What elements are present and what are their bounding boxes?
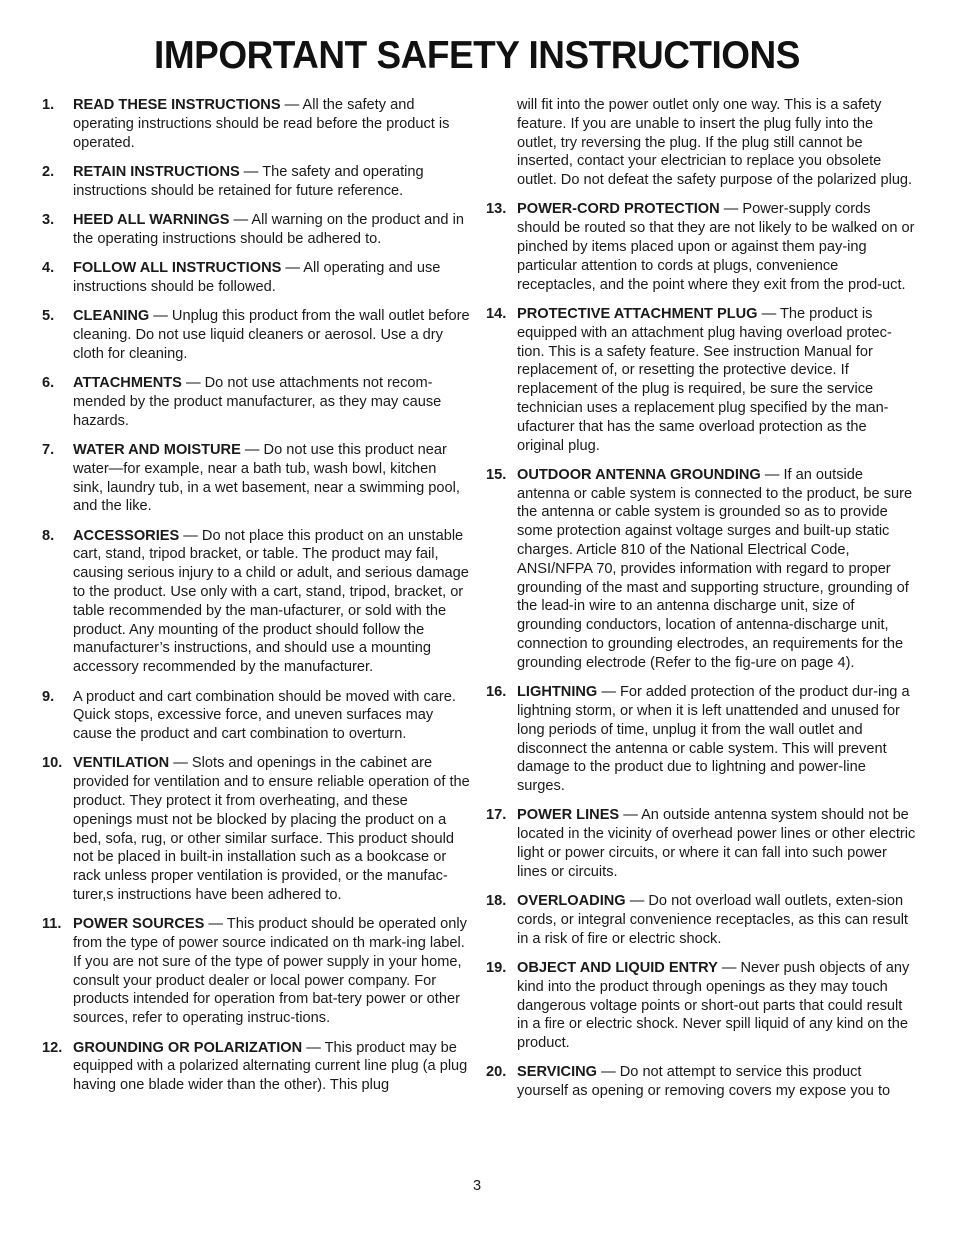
item-text: — All operating and use instructions should be followed. (73, 260, 441, 295)
item-number: 20. (486, 1064, 507, 1081)
item-text: — Power-supply cords should be routed so that they are not likely to be walked on or pinched by items placed upon or against them pay-ing particular attention to cords at plugs, convenience receptacles, and the point where they exit from the prod-uct. (517, 201, 915, 293)
item-text: — Do not use this product near water—for example, near a bath tub, wash bowl, kitchen sink, laundry tub, in a wet basement, near a swimming pool, and the like. (73, 441, 460, 515)
item-number: 9. (42, 688, 55, 705)
instruction-item-9 (42, 688, 470, 744)
instruction-item-18 (486, 892, 916, 948)
instruction-item-4 (42, 259, 470, 297)
item-text: — All warning on the product and in the operating instructions should be adhered to. (73, 211, 464, 247)
item-number: 1. (42, 97, 55, 113)
instruction-item-5 (42, 307, 470, 363)
item-text: — The product is equipped with an attachment plug having overload protec-tion. This is a safety feature. See instruction Manual for replacement of, or resetting the protective device. If replacement of the plug is required, be sure the service technician uses a replacement plug specified by the man-ufacturer that has the same overload protection as the original plug. (517, 305, 892, 454)
item-heading: POWER LINES (517, 807, 620, 824)
instruction-item-16 (486, 683, 916, 796)
item-text: — If an outside antenna or cable system is connected to the product, be sure the antenna or cable system is grounded so as to provide some protection against voltage surges and built-up static charges. Article 810 of the National Electrical Code, ANSI/NFPA 70, provides information with regard to proper grounding of the mast and supporting structure, grounding of the lead-in wire to an antenna discharge unit, size of grounding conductors, location of antenna-discharge unit, connection to grounding electrodes, an requirements for the grounding electrode (Refer to the fig-ure on page 4). (517, 466, 913, 671)
instruction-item-6 (42, 374, 470, 430)
item-text: — Do not attempt to service this product yourself as opening or removing covers my expose you to (517, 1064, 891, 1100)
item-heading: OVERLOADING (517, 893, 626, 910)
item-heading: OUTDOOR ANTENNA GROUNDING (517, 466, 761, 483)
item-text: — This product should be operated only from the type of power source indicated on th mark-ing label. If you are not sure of the type of power supply in your home, consult your product dealer or local power company. For products intended for operation from bat-tery power or other sources, refer to operating instruc-tions. (73, 916, 467, 1027)
item-number: 12. (42, 1039, 63, 1056)
item-heading: HEED ALL WARNINGS (73, 211, 230, 228)
item-number: 13. (486, 201, 507, 218)
instruction-item-2 (42, 163, 470, 201)
item-heading: VENTILATION (73, 755, 170, 772)
instruction-item-8 (42, 527, 470, 677)
instruction-item-19 (486, 959, 916, 1053)
item-heading: OBJECT AND LIQUID ENTRY (517, 959, 718, 976)
item-text: — Do not place this product on an unstable cart, stand, tripod bracket, or table. The product may fail, causing serious injury to a child or adult, and serious damage to the product. Use only with a cart, stand, tripod, bracket, or table recommended by the man-ufacturer, or sold with the product. Any mounting of the product should follow the manufacturer’s instructions, and should use a mounting accessory recommended by the manufacturer. (73, 527, 469, 676)
item-text: — For added protection of the product dur-ing a lightning storm, or when it is left unattended and unused for long periods of time, unplug it from the wall outlet and disconnect the antenna or cable system. This will prevent damage to the product due to lightning and power-line surges. (517, 684, 910, 795)
item-text: — Unplug this product from the wall outlet before cleaning. Do not use liquid cleaners or aerosol. Use a dry cloth for cleaning. (73, 308, 470, 362)
item-number: 5. (42, 308, 55, 325)
item-number: 8. (42, 527, 55, 544)
page-title: IMPORTANT SAFETY INSTRUCTIONS (154, 34, 800, 77)
item-heading: POWER SOURCES (73, 916, 205, 933)
left-column (42, 96, 470, 1105)
item-number: 4. (42, 260, 55, 277)
item-number: 17. (486, 807, 507, 824)
item-heading: ATTACHMENTS (73, 375, 182, 392)
item-text: — All the safety and operating instructions should be read before the product is operated. (73, 97, 450, 151)
item-number: 3. (42, 211, 55, 228)
instruction-item-20 (486, 1063, 916, 1101)
instruction-item-14 (486, 305, 916, 455)
item-heading: FOLLOW ALL INSTRUCTIONS (73, 260, 282, 277)
item-text: — This product may be equipped with a polarized alternating current line plug (a plug having one blade wider than the other). This plug (73, 1039, 468, 1094)
item-text: — Never push objects of any kind into the product through openings as they may touch dangerous voltage points or short-out parts that could result in a fire or electric shock. Never spill liquid of any kind on the product. (517, 959, 910, 1052)
instruction-item-11 (42, 915, 470, 1028)
instruction-item-13 (486, 200, 916, 294)
item-text: — Do not use attachments not recom-mended by the product manufacturer, as they may cause hazards. (73, 375, 442, 429)
item-heading: POWER-CORD PROTECTION (517, 201, 720, 218)
item-number: 15. (486, 466, 507, 483)
instruction-item-7 (42, 441, 470, 516)
item-text: — An outside antenna system should not be located in the vicinity of overhead power lines or other electric light or power circuits, or where it can fall into such power lines or circuits. (517, 807, 916, 880)
item-text: — The safety and operating instructions should be retained for future reference. (73, 163, 424, 199)
item-number: 19. (486, 959, 507, 976)
instruction-item-15 (486, 466, 916, 673)
item-number: 14. (486, 305, 507, 322)
instruction-item-17 (486, 806, 916, 881)
instruction-item-3 (42, 211, 470, 249)
right-column (486, 96, 916, 1112)
item-text: A product and cart combination should be moved with care. Quick stops, excessive force, and uneven surfaces may cause the product and cart combination to overturn. (73, 688, 456, 743)
item-heading: GROUNDING OR POLARIZATION (73, 1039, 303, 1056)
instruction-item-10 (42, 754, 470, 904)
item-text: — Do not overload wall outlets, exten-sion cords, or integral convenience receptacles, as this can result in a risk of fire or electric shock. (517, 893, 908, 947)
item-heading: PROTECTIVE ATTACHMENT PLUG (517, 305, 758, 322)
item-heading: CLEANING (73, 308, 150, 325)
item-number: 11. (42, 916, 62, 933)
page-number: 3 (472, 1178, 482, 1194)
item-heading: WATER AND MOISTURE (73, 441, 241, 458)
instruction-item-12 (42, 1039, 470, 1095)
item-number: 7. (42, 441, 55, 458)
item-number: 16. (486, 684, 507, 701)
item-heading: ACCESSORIES (73, 527, 180, 544)
item-text: — Slots and openings in the cabinet are provided for ventilation and to ensure reliable operation of the product. They protect it from overheating, and these openings must not be blocked by placing the product on a bed, sofa, rug, or other similar surface. This product should not be placed in built-in installation such as a bookcase or rack unless proper ventilation is provided, or the manufac-turer,s instructions have been adhered to. (73, 755, 470, 903)
item-number: 18. (486, 893, 507, 910)
item-number: 10. (42, 755, 63, 772)
instruction-12-continuation: will fit into the power outlet only one way. This is a safety feature. If you are unable to insert the plug fully into the outlet, try reversing the plug. If the plug still cannot be inserted, contact your electrician to replace you obsolete outlet. Do not defeat the safety purpose of the polarized plug. (517, 97, 913, 189)
item-heading: SERVICING (517, 1064, 598, 1081)
instruction-item-1 (42, 96, 470, 152)
item-heading: READ THESE INSTRUCTIONS (73, 97, 281, 113)
item-number: 2. (42, 163, 55, 180)
item-heading: LIGHTNING (517, 684, 598, 701)
item-heading: RETAIN INSTRUCTIONS (73, 163, 240, 180)
item-number: 6. (42, 375, 55, 392)
